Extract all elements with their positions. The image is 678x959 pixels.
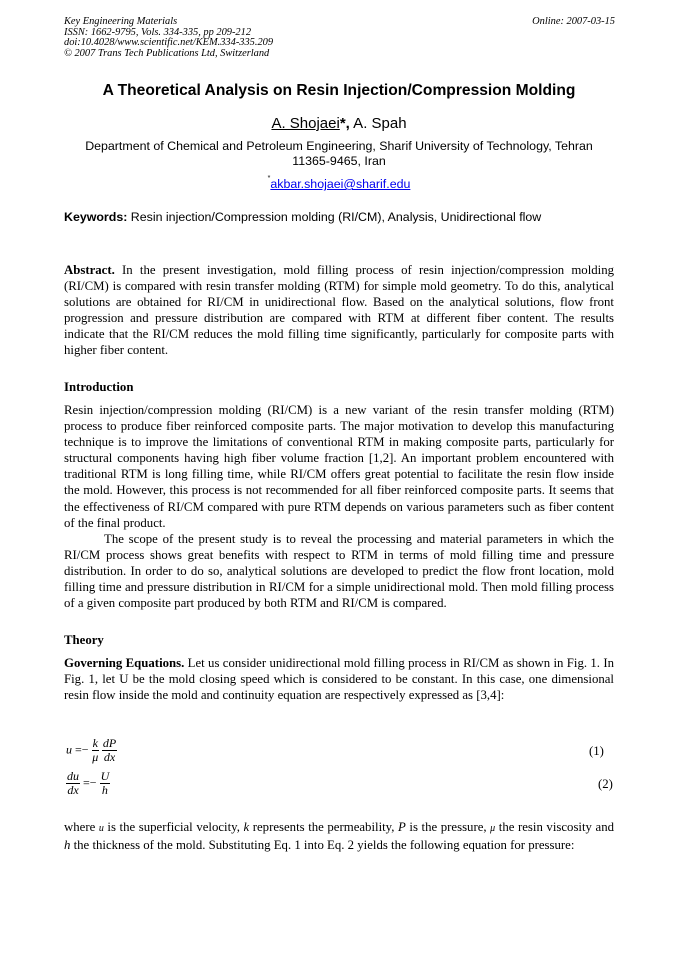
eq2-equals: = [83,775,90,790]
theory-p2-part-a: where [64,820,99,834]
theory-text-1: Let us consider unidirectional mold filling process in RI/CM as shown in Fig. 1. In Fig. 1, let U be the mold closing speed which is considered to be constant. In this case, one dimensional resin flow inside the mold and continuity equation are respectively expressed as [3,4]: [64,656,614,703]
doi: doi:10.4028/www.scientific.net/KEM.334-335.209 [64,37,274,49]
abstract-label: Abstract. [64,263,115,277]
keywords-text: Resin injection/Compression molding (RI/CM), Analysis, Unidirectional flow [127,210,542,224]
equation-2-number: (2) [598,777,613,791]
email-link[interactable]: akbar.shojaei@sharif.edu [270,177,411,191]
symbol-mu: μ [490,823,496,834]
author-shojaei: A. Shojaei [271,115,340,132]
symbol-p: P [398,820,406,834]
paper-title: A Theoretical Analysis on Resin Injection/Compression Molding [102,82,576,99]
equation-1 [66,737,117,764]
eq2-fraction-2 [100,770,111,797]
equation-1-number: (1) [589,744,604,758]
theory-paragraph-2 [64,819,614,853]
eq2-fraction-1 [66,770,80,797]
author-line [0,115,678,132]
email-mark: * [267,175,271,182]
introduction-paragraph-1: Resin injection/compression molding (RI/CM) is a new variant of the resin transfer molding (RTM) process to produce fiber reinforced composite parts. The major motivation to develop this manufacturing technique is to improve the limitations of conventional RTM in making composite parts, particularly for structural components having high fiber volume fraction [1,2]. An important problem encountered with traditional RTM is long filling time, while RI/CM offers great potential to facilitate the resin flow inside the mold. However, this process is not recommended for all fiber reinforced composite parts. It seems that the effectiveness of RI/CM compared with pure RTM depends on various parameters such as fiber content of the final product. [64,403,614,530]
abstract [64,262,614,359]
eq2-frac1-num: du [67,769,79,783]
introduction-paragraph-2: The scope of the present study is to reveal the processing and material parameters in which the RI/CM process shows great benefits with respect to RTM in terms of mold filling time and pressure distribution. In order to do so, analytical solutions are developed to predict the flow front location, mold filling time and pressure distribution in RI/CM for a simple unidirectional mold. Then mold filling process of a given composite part produced by both RTM and RI/CM is compared. [64,532,614,611]
theory-p2-part-f: the thickness of the mold. Substituting Eq. 1 into Eq. 2 yields the following equation for pressure: [70,838,575,853]
theory-p2-part-d: is the pressure, [405,820,491,834]
keywords [64,210,624,224]
theory-p2-part-b: is the superficial velocity, [103,820,244,834]
eq1-frac1-num: k [92,736,98,750]
eq2-frac1-den: dx [67,783,79,797]
journal-name: Key Engineering Materials [64,16,178,27]
corresponding-mark: *, [339,115,350,132]
affiliation-line-1: Department of Chemical and Petroleum Engineering, Sharif University of Technology, Tehran [85,139,593,153]
eq1-lhs: u [66,742,72,757]
issn: ISSN: 1662-9795, Vols. 334-335, pp 209-212 [64,26,252,38]
theory-p2-part-e: the resin viscosity and [495,820,614,834]
keywords-label: Keywords: [64,210,128,224]
introduction-heading: Introduction [64,380,134,394]
journal-header [64,17,273,59]
eq2-minus: − [89,775,97,790]
theory-paragraph-1 [64,655,614,703]
eq2-frac2-num: U [100,769,110,783]
symbol-h: h [64,838,71,853]
equation-2 [66,770,110,797]
affiliation-line-2: 11365-9465, Iran [292,154,386,168]
email-line [0,175,678,191]
eq1-frac1-den: μ [92,750,99,764]
eq1-frac2-num: dP [102,736,117,750]
symbol-u: u [98,823,104,834]
abstract-text: In the present investigation, mold filling process of resin injection/compression molding (RI/CM) is compared with resin transfer molding (RTM) for simple mold geometry. To do this, analytical solutions are obtained for RI/CM in unidirectional flow. Based on the analytical solutions, flow front progression and pressure distribution are compared with RTM at different fiber content. The results indicate that the RI/CM reduces the mold filling time significantly, particularly for composite parts with higher fiber content. [64,263,614,358]
eq1-frac2-den: dx [103,750,116,764]
eq2-frac2-den: h [101,783,108,797]
governing-equations-label: Governing Equations. [64,656,185,670]
theory-heading: Theory [64,633,104,647]
symbol-k: k [243,820,250,834]
copyright: © 2007 Trans Tech Publications Ltd, Switzerland [64,47,270,59]
eq1-fraction-1 [92,737,99,764]
eq1-minus: − [81,742,89,757]
eq1-equals: = [75,742,82,757]
author-spah: A. Spah [349,115,407,132]
affiliation [64,139,614,169]
online-date: Online: 2007-03-15 [532,16,615,27]
theory-p2-part-c: represents the permeability, [249,820,399,834]
eq1-fraction-2 [102,737,117,764]
